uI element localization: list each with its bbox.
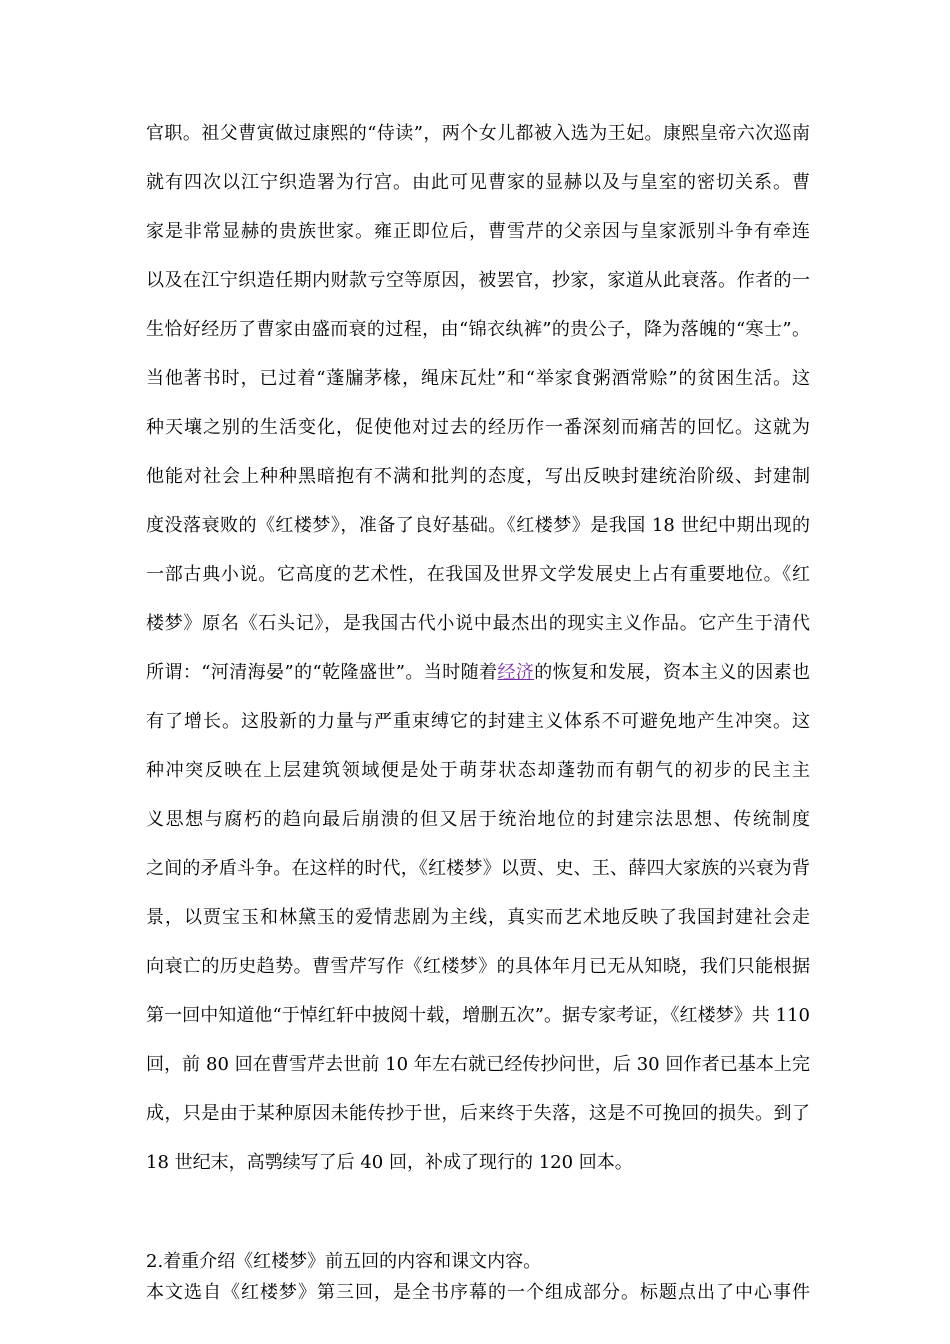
paragraph-line: 度没落衰败的《红楼梦》，准备了良好基础。《红楼梦》是我国 18 世纪中期出现的	[146, 515, 810, 536]
section-intro-line: 本文选自《红楼梦》第三回，是全书序幕的一个组成部分。标题点出了中心事件	[146, 1282, 810, 1303]
paragraph-line: 家是非常显赫的贵族世家。雍正即位后，曹雪芹的父亲因与皇家派别斗争有牵连	[146, 221, 810, 242]
paragraph-line: 景，以贾宝玉和林黛玉的爱情悲剧为主线，真实而艺术地反映了我国封建社会走	[146, 907, 810, 928]
paragraph-line: 有了增长。这股新的力量与严重束缚它的封建主义体系不可避免地产生冲突。这	[146, 711, 810, 732]
section-heading: 2.着重介绍《红楼梦》前五回的内容和课文内容。	[146, 1251, 542, 1272]
line-text-before-link: 所谓：“河清海晏”的“乾隆盛世”。当时随着	[146, 662, 498, 683]
paragraph-line: 回，前 80 回在曹雪芹去世前 10 年左右就已经传抄问世，后 30 回作者已基本上完	[146, 1054, 810, 1075]
line-text-after-link: 的恢复和发展，资本主义的因素也	[534, 662, 811, 683]
paragraph-line: 之间的矛盾斗争。在这样的时代，《红楼梦》以贾、史、王、薛四大家族的兴衰为背	[146, 858, 810, 879]
paragraph-line: 就有四次以江宁织造署为行宫。由此可见曹家的显赫以及与皇室的密切关系。曹	[146, 172, 810, 193]
paragraph-line: 种冲突反映在上层建筑领域便是处于萌芽状态却蓬勃而有朝气的初步的民主主	[146, 760, 810, 781]
paragraph-last-line: 18 世纪末，高鹗续写了后 40 回，补成了现行的 120 回本。	[146, 1152, 633, 1173]
paragraph-line: 一部古典小说。它高度的艺术性，在我国及世界文学发展史上占有重要地位。《红	[146, 564, 810, 585]
paragraph-line: 第一回中知道他“于悼红轩中披阅十载，增删五次”。据专家考证，《红楼梦》共 110	[146, 1005, 810, 1026]
paragraph-line: 成，只是由于某种原因未能传抄于世，后来终于失落，这是不可挽回的损失。到了	[146, 1103, 810, 1124]
paragraph-line: 以及在江宁织造任期内财款亏空等原因，被罢官，抄家，家道从此衰落。作者的一	[146, 270, 810, 291]
paragraph-line: 义思想与腐朽的趋向最后崩溃的但又居于统治地位的封建宗法思想、传统制度	[146, 809, 810, 830]
paragraph-line: 他能对社会上种种黑暗抱有不满和批判的态度，写出反映封建统治阶级、封建制	[146, 466, 810, 487]
paragraph-line: 当他著书时，已过着“蓬牖茅椽，绳床瓦灶”和“举家食粥酒常赊”的贫困生活。这	[146, 368, 810, 389]
paragraph-line: 向衰亡的历史趋势。曹雪芹写作《红楼梦》的具体年月已无从知晓，我们只能根据	[146, 956, 810, 977]
paragraph-line: 楼梦》原名《石头记》，是我国古代小说中最杰出的现实主义作品。它产生于清代	[146, 613, 810, 634]
economy-link[interactable]: 经济	[497, 662, 535, 683]
paragraph-line: 种天壤之别的生活变化，促使他对过去的经历作一番深刻而痛苦的回忆。这就为	[146, 417, 810, 438]
paragraph-line-with-link	[146, 661, 810, 685]
paragraph-line: 官职。祖父曹寅做过康熙的“侍读”，两个女儿都被入选为王妃。康熙皇帝六次巡南	[146, 123, 810, 144]
paragraph-line: 生恰好经历了曹家由盛而衰的过程，由“锦衣纨裤”的贵公子，降为落魄的“寒士”。	[146, 319, 810, 340]
